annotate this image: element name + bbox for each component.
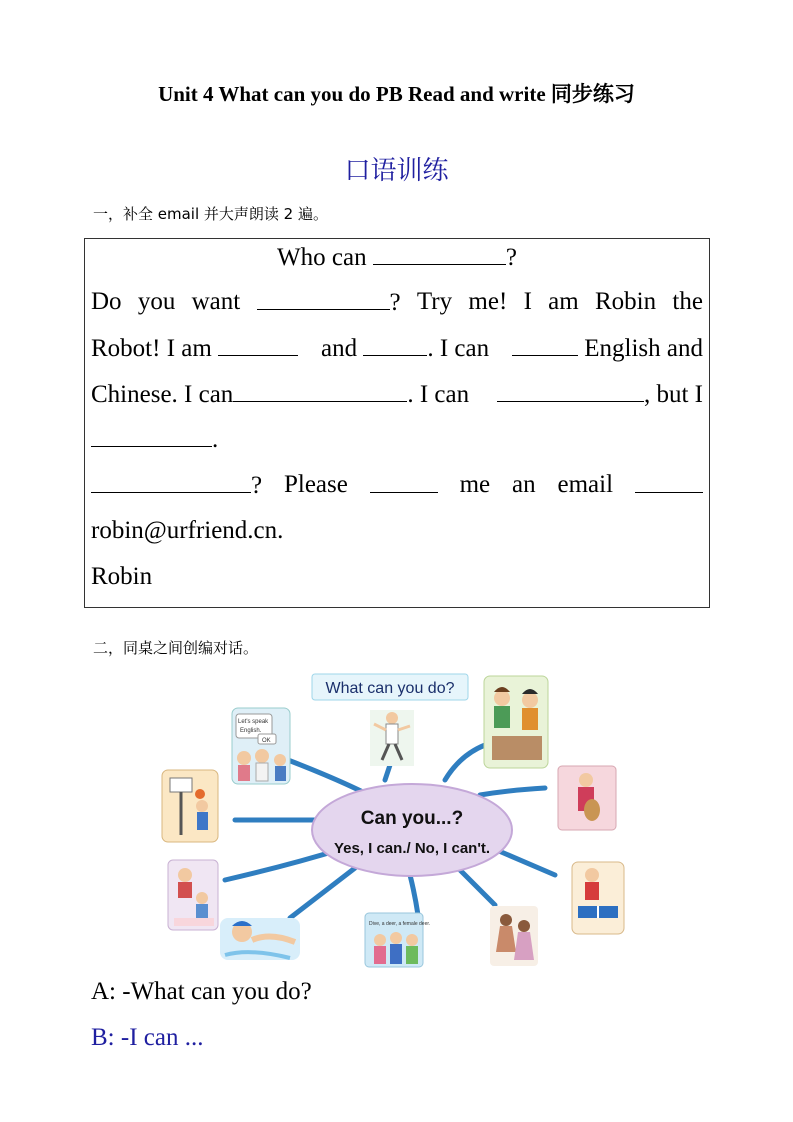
scene-singing (365, 913, 430, 967)
center-bubble (312, 784, 512, 876)
text-qmark: ? (505, 244, 517, 271)
email-line-8: Robin (91, 563, 153, 590)
scene-dancing (490, 906, 538, 966)
email-line-2 (91, 285, 703, 319)
word: the (672, 288, 703, 315)
text: , but I (643, 381, 703, 408)
blank[interactable] (91, 422, 212, 447)
text: Robot! I am (91, 335, 212, 362)
word: I (523, 288, 532, 315)
blank[interactable] (370, 468, 438, 493)
word: Try (416, 288, 453, 315)
text: ? (251, 472, 263, 499)
blank[interactable] (512, 331, 578, 356)
sign-text: Dive, a deer, a female deer. (369, 921, 431, 927)
blank[interactable] (233, 377, 407, 402)
word: me! (468, 288, 508, 315)
text: and (320, 335, 358, 362)
email-line-1 (91, 240, 703, 274)
email-line-7: robin@urfriend.cn. (91, 517, 284, 544)
scene-cooking (484, 676, 548, 768)
bubble-text: OK (262, 738, 271, 744)
arrow-icon (445, 745, 485, 780)
scene-pipa (558, 766, 616, 830)
text-who-can: Who can (277, 244, 367, 271)
bubble-text: Let's speak (238, 719, 269, 725)
arrow-icon (290, 868, 355, 918)
scene-drawing (168, 860, 218, 930)
dialog-line-b: B: -I can ... (91, 1024, 204, 1051)
dialog-line-a: A: -What can you do? (91, 978, 312, 1005)
blank[interactable] (257, 285, 390, 310)
arrow-icon (410, 875, 418, 915)
email-box (84, 238, 710, 608)
page-title: Unit 4 What can you do PB Read and write 同步练习 (158, 82, 635, 106)
word: Please (283, 471, 348, 498)
blank[interactable] (373, 240, 506, 265)
scene-speak-english (232, 708, 290, 784)
word: Robin (595, 288, 657, 315)
word: Do (91, 288, 122, 315)
arrow-icon (480, 788, 545, 795)
email-line-3 (91, 331, 703, 365)
email-line-4 (91, 377, 703, 411)
banner-text: What can you do? (325, 680, 455, 697)
email-line-6 (91, 468, 703, 502)
center-question: Can you...? (360, 808, 464, 829)
bubble-text: English. (240, 728, 262, 734)
email-line-5 (91, 422, 703, 456)
blank[interactable] (363, 331, 427, 356)
text: English and (584, 335, 703, 362)
word: an (512, 471, 536, 498)
blank[interactable] (497, 377, 644, 402)
word: email (557, 471, 614, 498)
word: am (548, 288, 579, 315)
exercise-2-instruction: 二，同桌之间创编对话。 (93, 639, 259, 657)
word: ? (389, 289, 401, 316)
word: me (459, 471, 491, 498)
scene-kungfu (370, 710, 414, 766)
word: want (191, 288, 241, 315)
word: you (137, 288, 176, 315)
text: Chinese. I can (91, 381, 234, 408)
text: . (212, 426, 219, 453)
arrow-icon (460, 870, 495, 905)
scene-swimming (220, 918, 300, 960)
scene-table-tennis (572, 862, 624, 934)
center-answer: Yes, I can./ No, I can't. (333, 840, 491, 857)
blank[interactable] (635, 468, 703, 493)
blank[interactable] (91, 468, 251, 493)
text: . I can (427, 335, 490, 362)
exercise-1-instruction: 一，补全 email 并大声朗读 2 遍。 (93, 205, 328, 223)
section-heading: 口语训练 (344, 156, 449, 186)
blank[interactable] (218, 331, 298, 356)
text: . I can (407, 381, 470, 408)
scene-basketball (162, 770, 218, 842)
mind-map-illustration (140, 670, 660, 970)
